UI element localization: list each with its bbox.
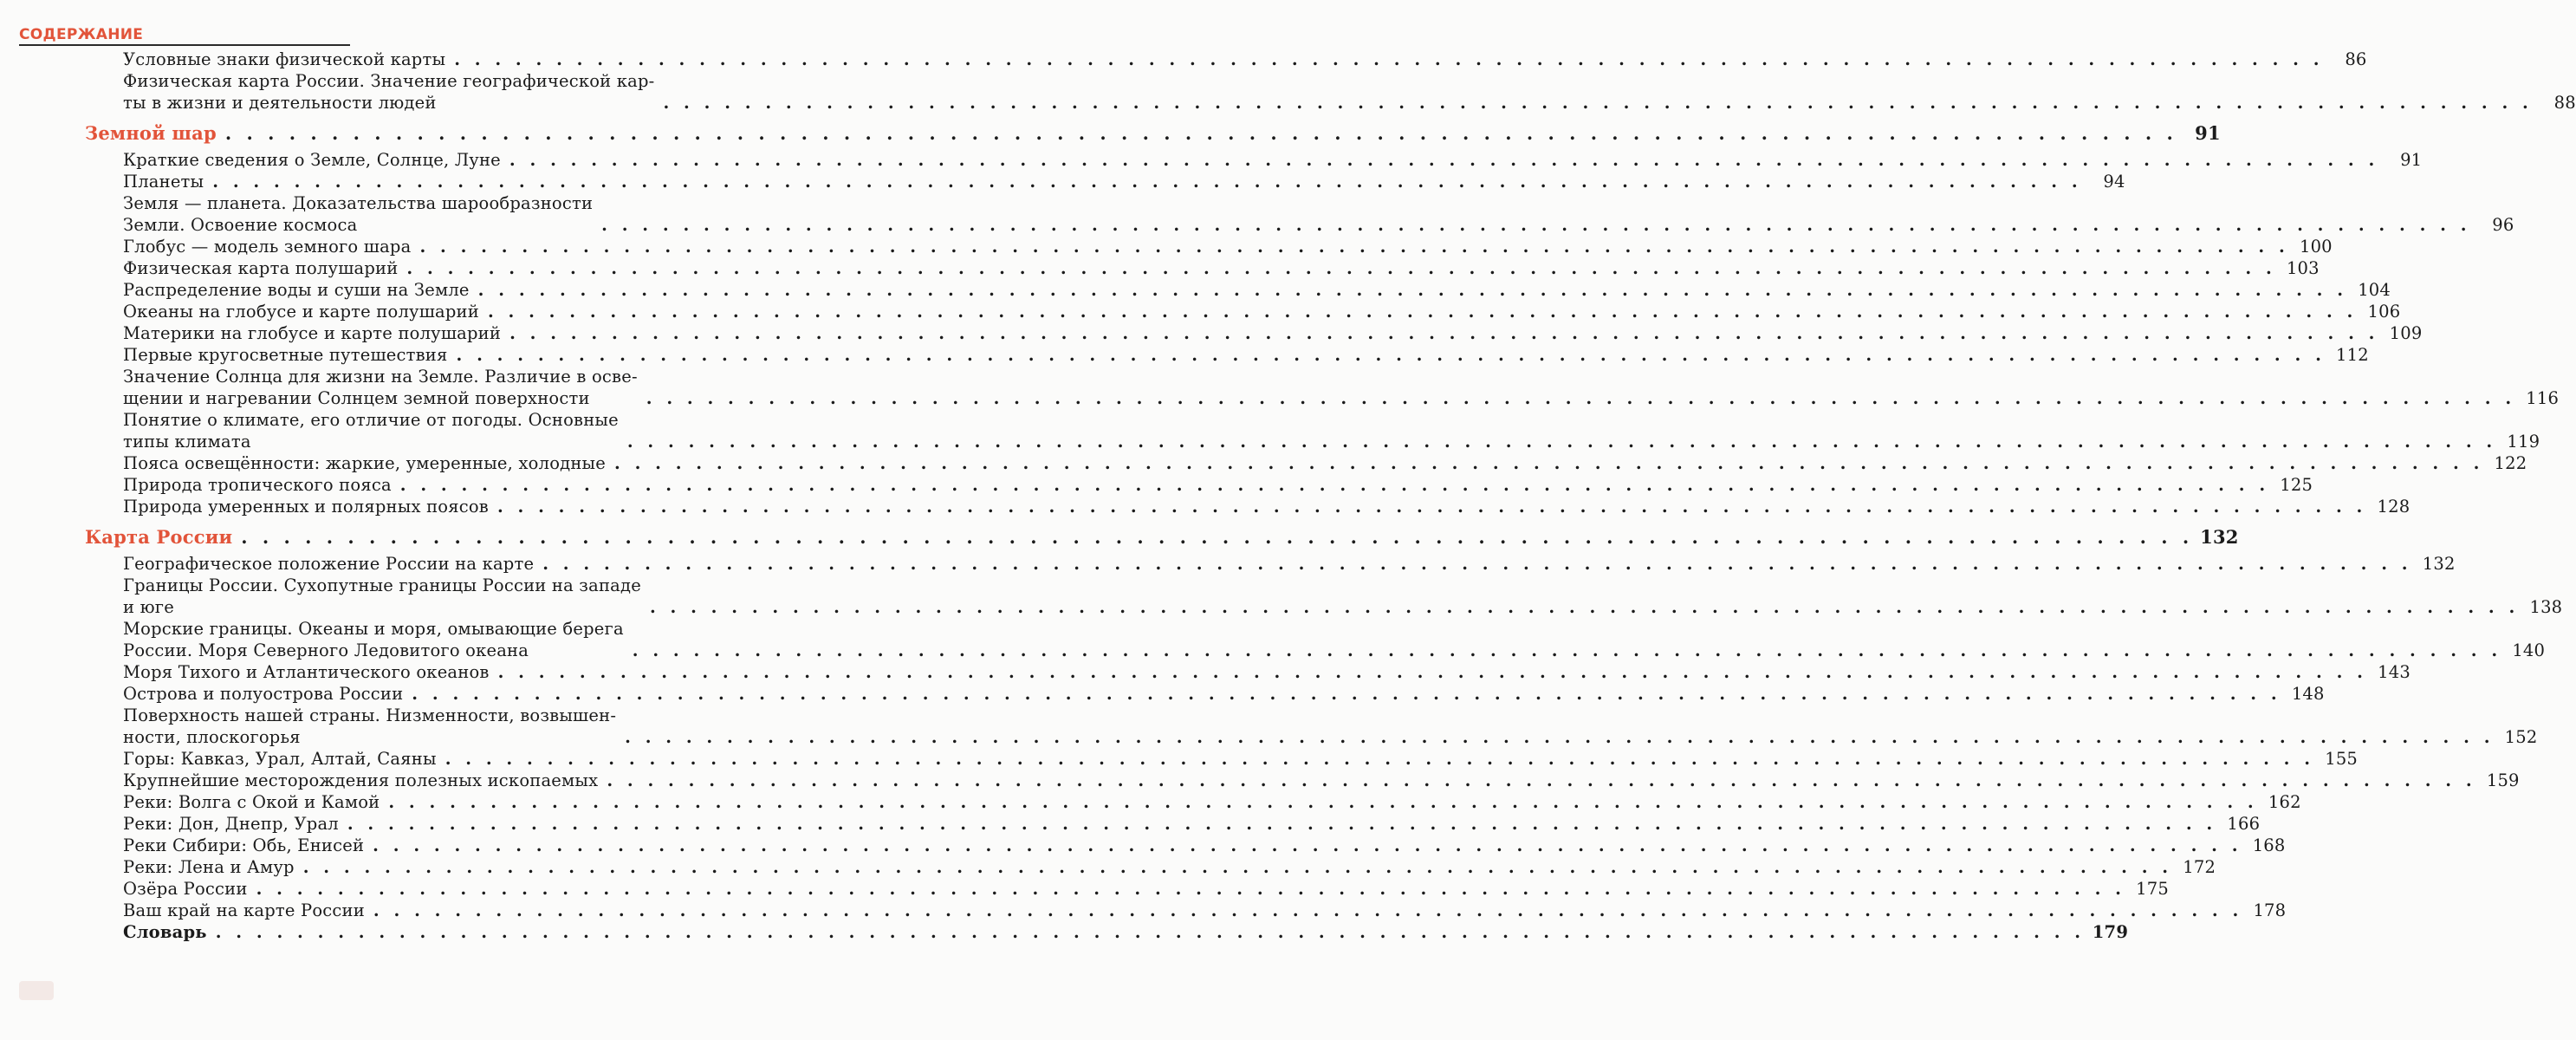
toc-entry[interactable] [0,878,2169,900]
dot-leader: . . . . . . . . . . . . . . . . . . . . . . . . . . . . . . . . . . . . . . . . . . . . . . . . . . . . . . . . . . . . . . . . . . . . . . . . . . . . . . . . . . . . . . . . . . . . [601,215,2471,235]
dot-leader: . . . . . . . . . . . . . . . . . . . . . . . . . . . . . . . . . . . . . . . . . . . . . . . . . . . . . . . . . . . . . . . . . . . . . . . . . . . . . . . . . . . . . . . . . . . . [632,640,2502,660]
entry-title-line: ности, плоскогорья [123,727,301,747]
entry-title [123,452,606,474]
dot-leader: . . . . . . . . . . . . . . . . . . . . . . . . . . . . . . . . . . . . . . . . . . . . . . . . . . . . . . . . . . . . . . . . . . . . . . . . . . . . . . . . . . . . . . . . . . . . [373,900,2243,920]
entry-page-number: 119 [2507,432,2540,452]
section-title: Карта России [85,526,233,548]
toc-entry[interactable] [0,409,2540,452]
toc-entry[interactable] [0,553,2456,575]
entry-title-line: Природа умеренных и полярных поясов [123,497,489,517]
entry-page-number: 138 [2529,597,2563,617]
entry-page-number: 106 [2367,302,2401,322]
toc-entry[interactable] [0,301,2401,322]
entry-title-line: Океаны на глобусе и карте полушарий [123,302,479,322]
entry-title [123,344,448,366]
dot-leader: . . . . . . . . . . . . . . . . . . . . . . . . . . . . . . . . . . . . . . . . . . . . . . . . . . . . . . . . . . . . . . . . . . . . . . . . . . . . . . . . . . . . . . . . . . . . [212,172,2082,192]
entry-page-number: 132 [2422,554,2456,574]
entry-title [123,748,437,770]
entry-title-line: Планеты [123,172,204,192]
toc-entry[interactable] [0,770,2520,791]
dot-leader: . . . . . . . . . . . . . . . . . . . . . . . . . . . . . . . . . . . . . . . . . . . . . . . . . . . . . . . . . . . . . . . . . . . . . . . . . . . . . . . . . . . . . . . . . . . . [256,879,2125,899]
section-heading[interactable] [0,122,2221,144]
entry-page-number: 112 [2336,345,2369,365]
entry-title-line: Поверхность нашей страны. Низменности, возвышен- [123,705,617,725]
entry-title [123,921,207,943]
entry-title [123,791,380,813]
entry-title-line: Краткие сведения о Земле, Солнце, Луне [123,150,501,170]
toc-entry[interactable] [0,575,2563,618]
toc-entry[interactable] [0,149,2423,171]
entry-title-line: Земля — планета. Доказательства шарообразности [123,193,594,213]
table-of-contents [0,49,2576,943]
entry-title [123,496,489,517]
dot-leader: . . . . . . . . . . . . . . . . . . . . . . . . . . . . . . . . . . . . . . . . . . . . . . . . . . . . . . . . . . . . . . . . . . . . . . . . . . . . . . . . . . . . . . . . . . . . [215,922,2086,942]
dot-leader: . . . . . . . . . . . . . . . . . . . . . . . . . . . . . . . . . . . . . . . . . . . . . . . . . . . . . . . . . . . . . . . . . . . . . . . . . . . . . . . . . . . . . . . . . . . . [487,302,2358,322]
entry-title [123,149,501,171]
entry-title-line: и юге [123,597,174,617]
entry-title [123,553,534,575]
dot-leader: . . . . . . . . . . . . . . . . . . . . . . . . . . . . . . . . . . . . . . . . . . . . . . . . . . . . . . . . . . . . . . . . . . . . . . . . . . . . . . . . . . . . . . . . . . . . [456,345,2326,365]
dot-leader: . . . . . . . . . . . . . . . . . . . . . . . . . . . . . . . . . . . . . . . . . . . . . . . . . . . . . . . . . . . . . . . . . . . . . . . . . . . . . . . . . . . . . . . . . . . . [607,770,2476,790]
entry-title-line: Первые кругосветные путешествия [123,345,448,365]
section-page-number: 91 [2195,122,2221,144]
dot-leader: . . . . . . . . . . . . . . . . . . . . . . . . . . . . . . . . . . . . . . . . . . . . . . . . . . . . . . . . . . . . . . . . . . . . . . . . . . . . . . . . . . . . . . . . . . . . [509,323,2379,343]
entry-page-number: 91 [2400,150,2423,170]
entry-page-number: 172 [2183,857,2216,877]
entry-title [123,236,411,257]
entry-title-line: щении и нагревании Солнцем земной поверхности [123,388,590,408]
toc-entry[interactable] [0,748,2359,770]
toc-entry[interactable] [0,813,2261,835]
dot-leader: . . . . . . . . . . . . . . . . . . . . . . . . . . . . . . . . . . . . . . . . . . . . . . . . . . . . . . . . . . . . . . . . . . . . . . . . . . . . . . . . . . . . . . . . . . . . [302,857,2173,877]
dot-leader: . . . . . . . . . . . . . . . . . . . . . . . . . . . . . . . . . . . . . . . . . . . . . . . . . . . . . . . . . . . . . . . . . . . . . . . . . . . . . . . . . . . . . . . . . . . . [224,122,2177,144]
dot-leader: . . . . . . . . . . . . . . . . . . . . . . . . . . . . . . . . . . . . . . . . . . . . . . . . . . . . . . . . . . . . . . . . . . . . . . . . . . . . . . . . . . . . . . . . . . . . [542,554,2412,574]
entry-page-number: 94 [2103,172,2125,192]
dot-leader: . . . . . . . . . . . . . . . . . . . . . . . . . . . . . . . . . . . . . . . . . . . . . . . . . . . . . . . . . . . . . . . . . . . . . . . . . . . . . . . . . . . . . . . . . . . . [373,835,2242,855]
toc-entry[interactable] [0,496,2411,517]
entry-title [123,192,593,236]
dot-leader: . . . . . . . . . . . . . . . . . . . . . . . . . . . . . . . . . . . . . . . . . . . . . . . . . . . . . . . . . . . . . . . . . . . . . . . . . . . . . . . . . . . . . . . . . . . . [497,662,2367,682]
entry-title [123,322,501,344]
page-corner-mark [19,981,54,1000]
entry-title [123,878,248,900]
entry-title [123,366,638,409]
toc-entry[interactable] [0,452,2527,474]
toc-entry[interactable] [0,344,2369,366]
section-page-number: 132 [2200,526,2239,548]
entry-title-line: Реки: Дон, Днепр, Урал [123,814,339,834]
entry-title-line: Реки: Лена и Амур [123,857,295,877]
dot-leader: . . . . . . . . . . . . . . . . . . . . . . . . . . . . . . . . . . . . . . . . . . . . . . . . . . . . . . . . . . . . . . . . . . . . . . . . . . . . . . . . . . . . . . . . . . . . [347,814,2217,834]
entry-title [123,257,398,279]
entry-page-number: 104 [2358,280,2391,300]
entry-title [123,70,654,114]
entry-title-line: Физическая карта полушарий [123,258,399,278]
entry-title-line: Реки: Волга с Окой и Камой [123,792,380,812]
section-gap [0,114,780,122]
entry-title [123,900,365,921]
dot-leader: . . . . . . . . . . . . . . . . . . . . . . . . . . . . . . . . . . . . . . . . . . . . . . . . . . . . . . . . . . . . . . . . . . . . . . . . . . . . . . . . . . . . . . . . . . . . [496,497,2367,517]
contents-heading: СОДЕРЖАНИЕ [19,26,144,43]
dot-leader: . . . . . . . . . . . . . . . . . . . . . . . . . . . . . . . . . . . . . . . . . . . . . . . . . . . . . . . . . . . . . . . . . . . . . . . . . . . . . . . . . . . . . . . . . . . . [419,237,2289,257]
dot-leader: . . . . . . . . . . . . . . . . . . . . . . . . . . . . . . . . . . . . . . . . . . . . . . . . . . . . . . . . . . . . . . . . . . . . . . . . . . . . . . . . . . . . . . . . . . . . [663,93,2533,113]
toc-entry[interactable] [0,618,2546,661]
toc-entry[interactable] [0,192,2514,236]
toc-entry[interactable] [0,236,2333,257]
entry-title [123,409,619,452]
entry-title [123,474,392,496]
entry-title-line: Понятие о климате, его отличие от погоды. Основные [123,410,619,430]
dot-leader: . . . . . . . . . . . . . . . . . . . . . . . . . . . . . . . . . . . . . . . . . . . . . . . . . . . . . . . . . . . . . . . . . . . . . . . . . . . . . . . . . . . . . . . . . . . . [399,475,2270,495]
section-title-wrap [85,122,217,144]
dot-leader: . . . . . . . . . . . . . . . . . . . . . . . . . . . . . . . . . . . . . . . . . . . . . . . . . . . . . . . . . . . . . . . . . . . . . . . . . . . . . . . . . . . . . . . . . . . . [454,49,2324,69]
entry-page-number: 116 [2526,388,2560,408]
entry-title-line: России. Моря Северного Ледовитого океана [123,640,529,660]
toc-entry[interactable] [0,661,2411,683]
entry-title [123,835,364,856]
entry-title [123,49,445,70]
entry-title [123,301,479,322]
entry-title-line: Ваш край на карте России [123,900,365,920]
toc-entry[interactable] [0,683,2325,705]
dot-leader: . . . . . . . . . . . . . . . . . . . . . . . . . . . . . . . . . . . . . . . . . . . . . . . . . . . . . . . . . . . . . . . . . . . . . . . . . . . . . . . . . . . . . . . . . . . . [406,258,2276,278]
toc-entry[interactable] [0,70,2576,114]
entry-page-number: 159 [2486,770,2520,790]
entry-title-line: ты в жизни и деятельности людей [123,93,437,113]
entry-title-line: Глобус — модель земного шара [123,237,412,257]
entry-title-line: Острова и полуострова России [123,684,404,704]
entry-title [123,770,598,791]
toc-entry[interactable] [0,474,2313,496]
toc-entry[interactable] [0,171,2125,192]
toc-entry[interactable] [0,705,2538,748]
toc-entry[interactable] [0,921,2129,943]
entry-title-line: Пояса освещённости: жаркие, умеренные, холодные [123,453,606,473]
dot-leader: . . . . . . . . . . . . . . . . . . . . . . . . . . . . . . . . . . . . . . . . . . . . . . . . . . . . . . . . . . . . . . . . . . . . . . . . . . . . . . . . . . . . . . . . . . . . [646,388,2516,408]
entry-title-line: Географическое положение России на карте [123,554,535,574]
entry-page-number: 168 [2252,835,2286,855]
section-heading[interactable] [0,526,2239,548]
entry-page-number: 128 [2377,497,2411,517]
entry-title [123,813,339,835]
dot-leader: . . . . . . . . . . . . . . . . . . . . . . . . . . . . . . . . . . . . . . . . . . . . . . . . . . . . . . . . . . . . . . . . . . . . . . . . . . . . . . . . . . . . . . . . . . . . [625,727,2495,747]
entry-title [123,575,641,618]
entry-page-number: 109 [2389,323,2423,343]
heading-underline [19,44,350,46]
dot-leader: . . . . . . . . . . . . . . . . . . . . . . . . . . . . . . . . . . . . . . . . . . . . . . . . . . . . . . . . . . . . . . . . . . . . . . . . . . . . . . . . . . . . . . . . . . . . [388,792,2258,812]
toc-entry[interactable] [0,900,2287,921]
entry-title-line: Крупнейшие месторождения полезных ископаемых [123,770,599,790]
entry-title [123,856,295,878]
entry-page-number: 103 [2286,258,2320,278]
section-gap [0,517,780,526]
toc-entry[interactable] [0,322,2423,344]
entry-page-number: 96 [2492,215,2514,235]
entry-title-line: Реки Сибири: Обь, Енисей [123,835,365,855]
entry-page-number: 162 [2268,792,2301,812]
entry-page-number: 100 [2299,237,2333,257]
toc-entry[interactable] [0,366,2560,409]
entry-page-number: 140 [2512,640,2546,660]
section-title: Земной шар [85,122,217,144]
dot-leader: . . . . . . . . . . . . . . . . . . . . . . . . . . . . . . . . . . . . . . . . . . . . . . . . . . . . . . . . . . . . . . . . . . . . . . . . . . . . . . . . . . . . . . . . . . . . [626,432,2497,452]
section-title-wrap [85,526,232,548]
entry-title-line: Значение Солнца для жизни на Земле. Различие в осве- [123,367,638,387]
entry-title-line: Морские границы. Океаны и моря, омывающие берега [123,619,624,639]
entry-page-number: 166 [2227,814,2261,834]
entry-page-number: 86 [2345,49,2367,69]
entry-title [123,683,403,705]
entry-title-line: Распределение воды и суши на Земле [123,280,470,300]
entry-page-number: 148 [2291,684,2325,704]
entry-page-number: 155 [2325,749,2359,769]
entry-title-line: Земли. Освоение космоса [123,215,358,235]
dot-leader: . . . . . . . . . . . . . . . . . . . . . . . . . . . . . . . . . . . . . . . . . . . . . . . . . . . . . . . . . . . . . . . . . . . . . . . . . . . . . . . . . . . . . . . . . . . . [509,150,2379,170]
entry-page-number: 143 [2378,662,2411,682]
dot-leader: . . . . . . . . . . . . . . . . . . . . . . . . . . . . . . . . . . . . . . . . . . . . . . . . . . . . . . . . . . . . . . . . . . . . . . . . . . . . . . . . . . . . . . . . . . . . [614,453,2484,473]
dot-leader: . . . . . . . . . . . . . . . . . . . . . . . . . . . . . . . . . . . . . . . . . . . . . . . . . . . . . . . . . . . . . . . . . . . . . . . . . . . . . . . . . . . . . . . . . . . . [241,526,2194,548]
entry-title [123,279,470,301]
entry-title-line: Словарь [123,922,207,942]
entry-title-line: Горы: Кавказ, Урал, Алтай, Саяны [123,749,437,769]
entry-title [123,171,204,192]
entry-title-line: Границы России. Сухопутные границы России на западе [123,575,641,595]
entry-page-number: 152 [2504,727,2538,747]
entry-page-number: 125 [2280,475,2313,495]
entry-title [123,705,616,748]
entry-page-number: 175 [2136,879,2169,899]
entry-title-line: Моря Тихого и Атлантического океанов [123,662,490,682]
entry-title [123,661,490,683]
entry-title-line: Материки на глобусе и карте полушарий [123,323,502,343]
toc-entry[interactable] [0,835,2286,856]
entry-title-line: Природа тропического пояса [123,475,392,495]
dot-leader: . . . . . . . . . . . . . . . . . . . . . . . . . . . . . . . . . . . . . . . . . . . . . . . . . . . . . . . . . . . . . . . . . . . . . . . . . . . . . . . . . . . . . . . . . . . . [412,684,2281,704]
dot-leader: . . . . . . . . . . . . . . . . . . . . . . . . . . . . . . . . . . . . . . . . . . . . . . . . . . . . . . . . . . . . . . . . . . . . . . . . . . . . . . . . . . . . . . . . . . . . [649,597,2520,617]
dot-leader: . . . . . . . . . . . . . . . . . . . . . . . . . . . . . . . . . . . . . . . . . . . . . . . . . . . . . . . . . . . . . . . . . . . . . . . . . . . . . . . . . . . . . . . . . . . . [444,749,2315,769]
entry-page-number: 179 [2092,922,2129,942]
entry-page-number: 88 [2553,93,2576,113]
dot-leader: . . . . . . . . . . . . . . . . . . . . . . . . . . . . . . . . . . . . . . . . . . . . . . . . . . . . . . . . . . . . . . . . . . . . . . . . . . . . . . . . . . . . . . . . . . . . [477,280,2348,300]
toc-entry[interactable] [0,49,2367,70]
entry-title [123,618,624,661]
toc-entry[interactable] [0,791,2301,813]
entry-title-line: Условные знаки физической карты [123,49,446,69]
toc-entry[interactable] [0,279,2391,301]
entry-page-number: 178 [2253,900,2287,920]
toc-entry[interactable] [0,257,2320,279]
entry-page-number: 122 [2494,453,2527,473]
entry-title-line: Озёра России [123,879,248,899]
entry-title-line: типы климата [123,432,251,452]
toc-entry[interactable] [0,856,2216,878]
entry-title-line: Физическая карта России. Значение географической кар- [123,71,655,91]
